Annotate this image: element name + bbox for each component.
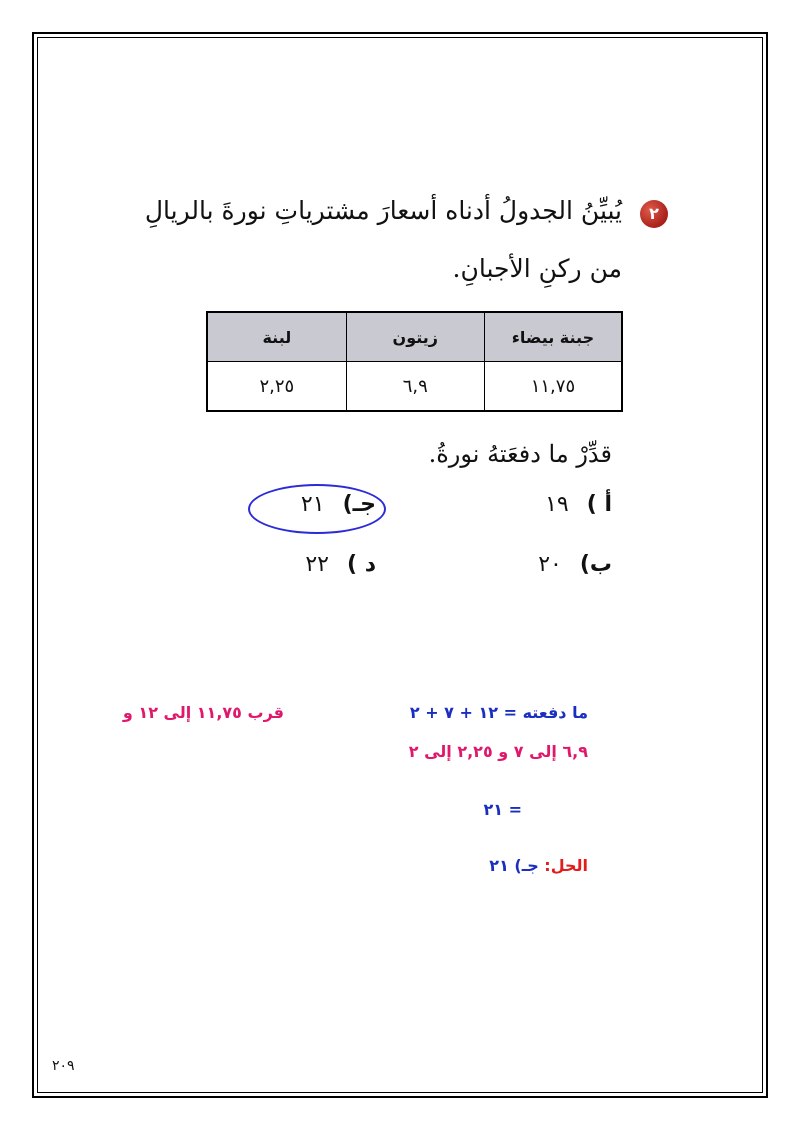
solution-answer-letter: جـ) (514, 856, 539, 875)
header-labneh: لبنة (207, 312, 346, 362)
price-white-cheese: ١١,٧٥ (484, 362, 622, 412)
choice-a-letter: أ ) (586, 492, 612, 517)
table-header-row (207, 312, 622, 362)
solution-rounding-note-2: ٦,٩ إلى ٧ و ٢,٢٥ إلى ٢ (408, 742, 588, 761)
choice-d-value: ٢٢ (305, 552, 329, 577)
header-white-cheese: جبنة بيضاء (484, 312, 622, 362)
choice-b (538, 552, 612, 577)
solution-result: = ٢١ (483, 800, 522, 819)
question-number-badge: ٢ (640, 200, 668, 228)
question-text-line-1: يُبيِّنُ الجدولُ أدناه أسعارَ مشترياتِ نورةَ بالريالِ (144, 196, 622, 225)
header-olives: زيتون (346, 312, 484, 362)
choice-d-letter: د ) (346, 552, 376, 577)
solution-answer-value: ٢١ (489, 856, 509, 875)
choice-b-letter: ب) (579, 552, 612, 577)
answer-circle-annotation (248, 484, 386, 534)
solution-answer (489, 856, 588, 875)
choice-b-value: ٢٠ (538, 552, 562, 577)
choice-c-value: ٢١ (300, 492, 325, 517)
estimate-prompt: قدِّرْ ما دفعَتهُ نورةُ. (428, 440, 612, 468)
page-number: ٢٠٩ (52, 1058, 75, 1074)
prices-table (206, 311, 623, 412)
table-row (207, 362, 622, 412)
solution-sum-equation: ما دفعته = ١٢ + ٧ + ٢ (409, 703, 588, 722)
price-labneh: ٢,٢٥ (207, 362, 346, 412)
choice-d (305, 552, 376, 577)
solution-answer-label: الحل: (544, 856, 588, 875)
choice-a-value: ١٩ (545, 492, 569, 517)
price-olives: ٦,٩ (346, 362, 484, 412)
question-text-line-2: من ركنِ الأجبانِ. (452, 254, 622, 283)
choice-c-letter: جـ) (342, 492, 376, 517)
choice-a (545, 492, 612, 517)
solution-rounding-note-1: قرب ١١,٧٥ إلى ١٢ و (122, 703, 284, 722)
